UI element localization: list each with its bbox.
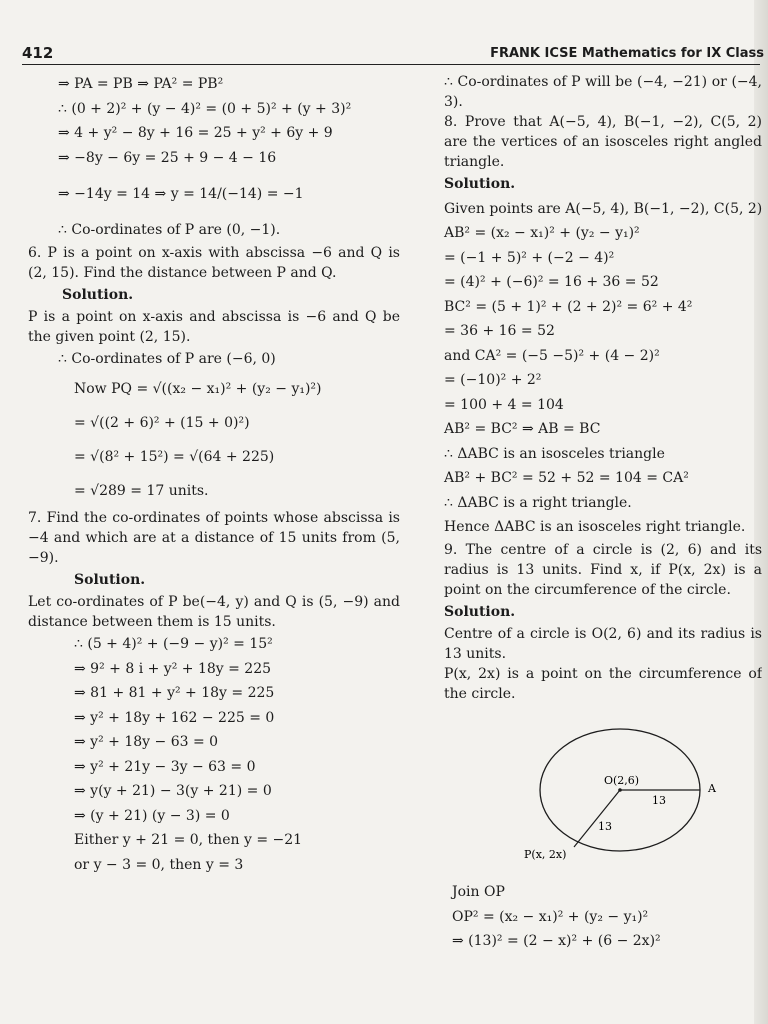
left-line-2: ⇒ 4 + y² − 8y + 16 = 25 + y² + 6y + 9 bbox=[58, 125, 333, 141]
left-line-19: ⇒ 81 + 81 + y² + 18y = 225 bbox=[74, 685, 275, 701]
header-rule bbox=[22, 64, 760, 65]
left-line-26: or y − 3 = 0, then y = 3 bbox=[74, 856, 244, 873]
right-bottom-line-1: OP² = (x₂ − x₁)² + (y₂ − y₁)² bbox=[452, 908, 649, 925]
left-line-6: 6. P is a point on x-axis with abscissa −6 and Q is (2, 15). Find the distance between P and Q. bbox=[28, 244, 400, 281]
right-line-11: = 100 + 4 = 104 bbox=[444, 396, 564, 413]
left-line-10: Now PQ = √((x₂ − x₁)² + (y₂ − y₁)²) bbox=[74, 380, 322, 397]
left-line-24: ⇒ (y + 21) (y − 3) = 0 bbox=[74, 807, 230, 824]
right-line-20: P(x, 2x) is a point on the circumference of the circle. bbox=[444, 666, 762, 702]
right-line-18: Solution. bbox=[444, 603, 516, 620]
right-line-5: = (−1 + 5)² + (−2 − 4)² bbox=[444, 249, 615, 266]
centre-point bbox=[618, 788, 622, 792]
page-number: 412 bbox=[22, 44, 54, 62]
left-line-16: Let co-ordinates of P be(−4, y) and Q is (5, −9) and distance between them is 15 units. bbox=[28, 594, 400, 630]
right-line-3: Given points are A(−5, 4), B(−1, −2), C(5, 2) bbox=[444, 200, 762, 217]
right-line-1: 8. Prove that A(−5, 4), B(−1, −2), C(5, 2) are the vertices of an isosceles right angled triangle. bbox=[444, 114, 762, 170]
left-line-22: ⇒ y² + 21y − 3y − 63 = 0 bbox=[74, 758, 256, 775]
left-line-20: ⇒ y² + 18y + 162 − 225 = 0 bbox=[74, 709, 275, 726]
right-column bbox=[412, 72, 762, 704]
right-line-16: Hence ΔABC is an isosceles right triangle. bbox=[444, 519, 746, 535]
left-line-21: ⇒ y² + 18y − 63 = 0 bbox=[74, 734, 219, 750]
right-line-7: BC² = (5 + 1)² + (2 + 2)² = 6² + 4² bbox=[444, 298, 693, 315]
left-line-25: Either y + 21 = 0, then y = −21 bbox=[74, 832, 303, 848]
left-line-14: 7. Find the co-ordinates of points whose abscissa is −4 and which are at a distance of 15 units from (5, −9). bbox=[28, 509, 400, 566]
left-line-3: ⇒ −8y − 6y = 25 + 9 − 4 − 16 bbox=[58, 149, 277, 166]
left-column bbox=[28, 72, 400, 877]
left-line-4: ⇒ −14y = 14 ⇒ y = 14/(−14) = −1 bbox=[58, 186, 304, 202]
right-line-10: = (−10)² + 2² bbox=[444, 372, 542, 388]
right-line-4: AB² = (x₂ − x₁)² + (y₂ − y₁)² bbox=[444, 225, 640, 241]
right-bottom-line-0: Join OP bbox=[452, 884, 505, 900]
right-line-2: Solution. bbox=[444, 176, 516, 192]
right-column-bottom bbox=[412, 880, 762, 954]
left-line-5: ∴ Co-ordinates of P are (0, −1). bbox=[58, 222, 281, 238]
left-line-12: = √(8² + 15²) = √(64 + 225) bbox=[74, 448, 275, 465]
left-line-9: ∴ Co-ordinates of P are (−6, 0) bbox=[58, 351, 276, 367]
right-line-19: Centre of a circle is O(2, 6) and its radius is 13 units. bbox=[444, 626, 762, 662]
page-header bbox=[22, 44, 768, 66]
left-line-23: ⇒ y(y + 21) − 3(y + 21) = 0 bbox=[74, 783, 272, 799]
right-line-17: 9. The centre of a circle is (2, 6) and its radius is 13 units. Find x, if P(x, 2x) is a point on the circumference of the circle. bbox=[444, 541, 762, 598]
right-line-12: AB² = BC² ⇒ AB = BC bbox=[444, 421, 601, 437]
left-line-7: Solution. bbox=[62, 286, 134, 303]
right-line-8: = 36 + 16 = 52 bbox=[444, 323, 555, 339]
left-line-11: = √((2 + 6)² + (15 + 0)²) bbox=[74, 414, 250, 431]
left-line-1: ∴ (0 + 2)² + (y − 4)² = (0 + 5)² + (y + 3)² bbox=[58, 100, 352, 117]
circle-diagram bbox=[508, 726, 738, 876]
left-line-17: ∴ (5 + 4)² + (−9 − y)² = 15² bbox=[74, 636, 273, 652]
left-line-15: Solution. bbox=[74, 571, 146, 588]
radius-label-oa: 13 bbox=[652, 794, 666, 807]
right-line-14: AB² + BC² = 52 + 52 = 104 = CA² bbox=[444, 470, 689, 486]
left-line-18: ⇒ 9² + 8 i + y² + 18y = 225 bbox=[74, 660, 272, 677]
radius-label-op: 13 bbox=[598, 820, 612, 833]
right-line-15: ∴ ΔABC is a right triangle. bbox=[444, 494, 632, 511]
right-line-6: = (4)² + (−6)² = 16 + 36 = 52 bbox=[444, 274, 659, 290]
left-line-0: ⇒ PA = PB ⇒ PA² = PB² bbox=[58, 76, 224, 92]
centre-label: O(2,6) bbox=[604, 774, 640, 787]
right-line-9: and CA² = (−5 −5)² + (4 − 2)² bbox=[444, 347, 660, 364]
left-line-13: = √289 = 17 units. bbox=[74, 482, 209, 499]
point-a-label: A bbox=[708, 782, 716, 795]
right-bottom-line-2: ⇒ (13)² = (2 − x)² + (6 − 2x)² bbox=[452, 933, 661, 949]
right-line-13: ∴ ΔABC is an isosceles triangle bbox=[444, 445, 665, 462]
radius-op bbox=[574, 790, 620, 847]
left-line-8: P is a point on x-axis and abscissa is −6 and Q be the given point (2, 15). bbox=[28, 309, 400, 345]
point-p-label: P(x, 2x) bbox=[524, 848, 567, 861]
right-line-0: ∴ Co-ordinates of P will be (−4, −21) or (−4, 3). bbox=[444, 74, 762, 110]
book-title: FRANK ICSE Mathematics for IX Class bbox=[490, 46, 764, 61]
